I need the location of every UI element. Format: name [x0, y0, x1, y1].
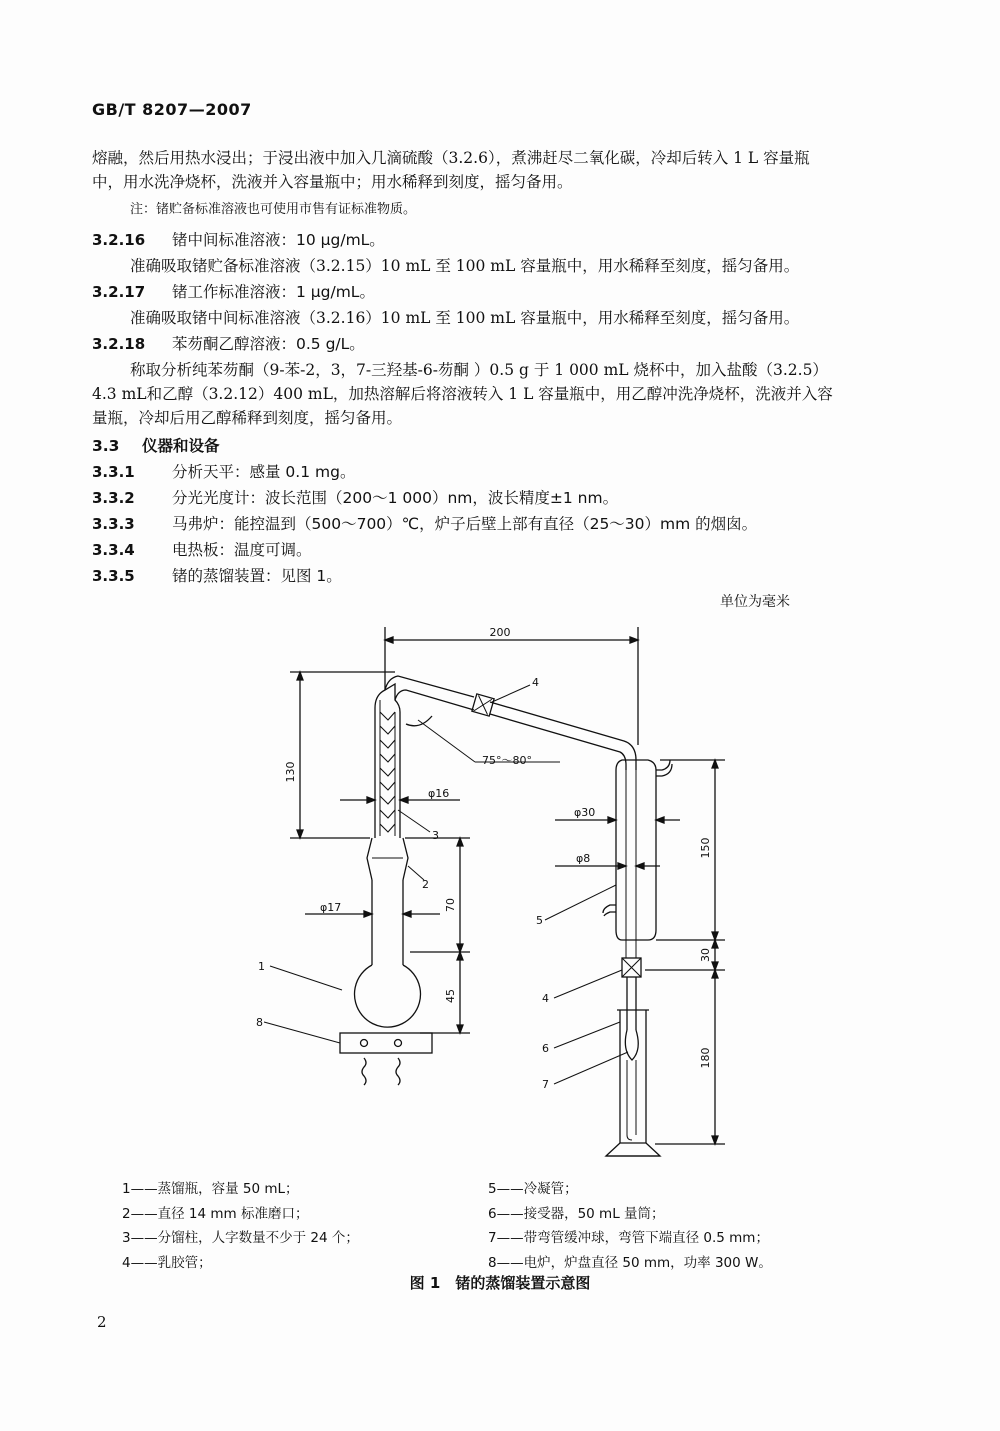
clause-body: 准确吸取锗中间标准溶液（3.2.16）10 mL 至 100 mL 容量瓶中，用水稀释至刻度，摇匀备用。	[130, 309, 800, 327]
arrow-icon	[712, 760, 718, 768]
dim-70-label: 70	[444, 898, 457, 912]
figure-caption: 图 1 锗的蒸馏装置示意图	[409, 1274, 591, 1292]
callout-1: 1	[258, 960, 265, 973]
callout-5: 5	[536, 914, 543, 927]
legend-item: 4——乳胶管；	[122, 1254, 212, 1271]
legend-item: 8——电炉，炉盘直径 50 mm，功率 300 W。	[488, 1254, 772, 1271]
arrow-icon	[457, 952, 463, 960]
dim-180-label: 180	[699, 1047, 712, 1069]
legend-item: 5——冷凝管；	[488, 1181, 578, 1197]
angle-leader	[418, 720, 475, 762]
callout-leader-4b	[554, 970, 622, 998]
column-inner-wall	[380, 700, 395, 836]
legend-item: 1——蒸馏瓶，容量 50 mL；	[122, 1181, 299, 1197]
bent-tube	[627, 1060, 636, 1140]
callout-8: 8	[256, 1016, 263, 1029]
arrow-icon	[618, 863, 626, 869]
item-text: 分析天平：感量 0.1 mg。	[172, 463, 356, 481]
flask-neck	[372, 880, 403, 965]
clause-number: 3.2.17	[92, 283, 146, 301]
section-number: 3.3	[92, 437, 120, 455]
delivery-tube	[627, 977, 636, 1030]
note: 注：锗贮备标准溶液也可使用市售有证标准物质。	[130, 202, 417, 217]
ground-joint	[367, 838, 408, 880]
arrow-icon	[403, 911, 411, 917]
item-number: 3.3.5	[92, 567, 135, 585]
legend-item: 3——分馏柱，人字数量不少于 24 个；	[122, 1230, 359, 1246]
callout-4: 4	[532, 676, 539, 689]
dim-45-label: 45	[444, 989, 457, 1003]
figure-legend-right	[488, 1177, 772, 1275]
callout-leader-3	[398, 810, 430, 832]
dim-130-label: 130	[284, 761, 297, 783]
clause-number: 3.2.18	[92, 335, 146, 353]
clause-body: 量瓶，冷却后用乙醇稀释到刻度，摇匀备用。	[92, 409, 403, 427]
item-text: 锗的蒸馏装置：见图 1。	[172, 567, 342, 585]
standard-number: GB/T 8207—2007	[92, 100, 252, 119]
column-chevrons	[380, 712, 395, 832]
callout-leader-1	[270, 966, 342, 990]
condenser-outlet	[656, 760, 672, 776]
item-number: 3.3.2	[92, 489, 135, 507]
heater-knob	[395, 1040, 402, 1047]
joint-cross	[622, 958, 641, 977]
item-number: 3.3.3	[92, 515, 135, 533]
dim-phi16-label: φ16	[428, 787, 450, 800]
callout-leader-4	[492, 685, 530, 702]
item-text: 马弗炉：能控温到（500～700）℃，炉子后壁上部有直径（25～30）mm 的烟囱。	[172, 515, 758, 533]
joint-cross	[474, 695, 492, 714]
arrow-icon	[367, 797, 375, 803]
power-cord	[362, 1058, 400, 1085]
dim-200-label: 200	[489, 626, 511, 639]
legend-item: 7——带弯管缓冲球，弯管下端直径 0.5 mm；	[488, 1230, 769, 1246]
angle-label: 75°～80°	[482, 754, 532, 767]
clause-title: 锗中间标准溶液：10 μg/mL。	[172, 231, 385, 249]
callout-7: 7	[542, 1078, 549, 1091]
callout-6: 6	[542, 1042, 549, 1055]
arrow-icon	[297, 672, 303, 680]
arrow-icon	[364, 911, 372, 917]
page-number: 2	[97, 1313, 107, 1331]
clause-body: 4.3 mL和乙醇（3.2.12）400 mL，加热溶解后将溶液转入 1 L 容量瓶中，用乙醇冲洗净烧杯，洗液并入容	[92, 385, 833, 403]
clause-title: 锗工作标准溶液：1 μg/mL。	[172, 283, 375, 301]
arrow-icon	[608, 817, 616, 823]
arrow-icon	[630, 637, 638, 643]
arrow-icon	[712, 940, 718, 948]
arrow-icon	[712, 1136, 718, 1144]
arrow-icon	[400, 797, 408, 803]
item-number: 3.3.1	[92, 463, 135, 481]
inner-tube	[626, 770, 636, 958]
clause-body: 准确吸取锗贮备标准溶液（3.2.15）10 mL 至 100 mL 容量瓶中，用水稀释至刻度，摇匀备用。	[130, 257, 800, 275]
section-title: 仪器和设备	[142, 437, 220, 455]
unit-note: 单位为毫米	[720, 594, 790, 610]
dim-phi8-label: φ8	[576, 852, 591, 865]
buffer-bulb	[625, 1030, 638, 1060]
arrow-icon	[656, 817, 664, 823]
callout-4-lower: 4	[542, 992, 549, 1005]
dim-phi30-label: φ30	[574, 806, 596, 819]
distillation-flask	[355, 965, 421, 1027]
arrow-icon	[385, 637, 393, 643]
electric-heater	[340, 1033, 432, 1053]
clause-number: 3.2.16	[92, 231, 146, 249]
arrow-icon	[712, 970, 718, 978]
callout-leader-8	[264, 1022, 340, 1043]
arrow-icon	[636, 863, 644, 869]
arrow-icon	[297, 830, 303, 838]
cylinder-base	[606, 1143, 660, 1156]
receiver-cylinder	[620, 1010, 646, 1143]
arrow-icon	[457, 1025, 463, 1033]
callout-3: 3	[432, 829, 439, 842]
vapor-tube-lower	[395, 690, 474, 710]
clause-body: 称取分析纯苯芴酮（9-苯-2，3，7-三羟基-6-芴酮 ）0.5 g 于 1 000 mL 烧杯中，加入盐酸（3.2.5）	[130, 361, 828, 379]
dim-150-label: 150	[699, 837, 712, 859]
legend-item: 6——接受器，50 mL 量筒；	[488, 1205, 665, 1222]
callout-leader-6	[554, 1022, 620, 1048]
callout-leader-7	[554, 1052, 628, 1084]
legend-item: 2——直径 14 mm 标准磨口；	[122, 1205, 309, 1222]
paragraph-line: 中，用水洗净烧杯，洗液并入容量瓶中；用水稀释到刻度，摇匀备用。	[92, 173, 573, 191]
arrow-icon	[457, 838, 463, 846]
item-text: 分光光度计：波长范围（200～1 000）nm，波长精度±1 nm。	[172, 489, 619, 507]
clause-title: 苯芴酮乙醇溶液：0.5 g/L。	[172, 335, 365, 353]
paragraph-line: 熔融，然后用热水浸出；于浸出液中加入几滴硫酸（3.2.6），煮沸赶尽二氧化碳，冷却后转入 1 L 容量瓶	[92, 149, 810, 167]
item-number: 3.3.4	[92, 541, 135, 559]
condenser-inlet	[603, 905, 616, 916]
heater-knob	[361, 1040, 368, 1047]
item-text: 电热板：温度可调。	[172, 541, 312, 559]
callout-2: 2	[422, 878, 429, 891]
figure-legend-left	[122, 1177, 359, 1275]
dim-30-label: 30	[699, 948, 712, 962]
dim-phi17-label: φ17	[320, 901, 342, 914]
